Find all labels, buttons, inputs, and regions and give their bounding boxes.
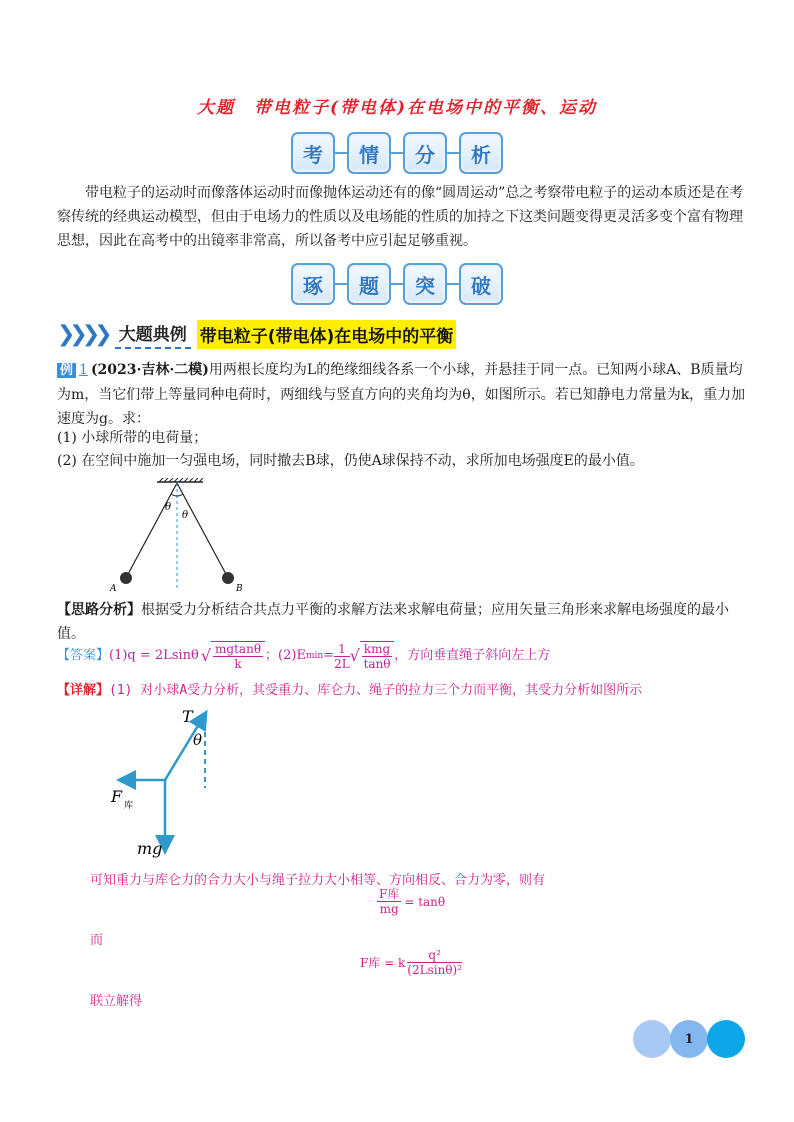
fraction-denominator: (2Lsinθ)²: [407, 963, 463, 977]
example-source: (2023·吉林·二模): [90, 362, 209, 378]
equation-1-fraction: [377, 887, 401, 916]
answer-fraction-1: [211, 641, 265, 671]
detail-tag: 【详解】: [57, 683, 110, 698]
section-badges-analysis: [0, 132, 794, 174]
equation-1: [377, 887, 445, 916]
fraction-numerator: mgtanθ: [215, 642, 262, 656]
badge-connector: [447, 152, 459, 154]
badge-char: 考: [291, 132, 335, 174]
angle-label-left: θ: [165, 502, 172, 513]
answer-subscript: min: [305, 651, 324, 661]
fraction-numerator: F库: [379, 887, 400, 901]
ball-b: [222, 572, 234, 584]
example-number: 1: [79, 362, 88, 378]
example-stem: 用两根长度均为L的绝缘细线各系一个小球，并悬挂于同一点。已知两小球A、B质量均为m，当它们带上等量同种电荷时，两细线与竖直方向的夹角均为θ，如图所示。若已知静电力常量为k，重力加速度为g。求：: [57, 362, 746, 427]
derivation-line-3: 联立解得: [90, 994, 143, 1009]
badge-char: 析: [459, 132, 503, 174]
badge-char: 情: [347, 132, 391, 174]
pendulum-figure: [105, 478, 255, 596]
answer-fraction-2: [334, 642, 350, 671]
fraction-denominator: k: [234, 657, 242, 671]
page-title: 大题 带电粒子(带电体)在电场中的平衡、运动: [196, 98, 598, 118]
ball-a-label: A: [110, 584, 117, 594]
badge-char: 突: [403, 263, 447, 305]
fraction-denominator: 2L: [334, 656, 350, 671]
coulomb-force-label: F: [111, 787, 123, 806]
ball-b-label: B: [236, 584, 243, 594]
analysis-tag: 【思路分析】: [57, 602, 141, 618]
badge-char: 琢: [291, 263, 335, 305]
equation-2: [360, 948, 462, 977]
gravity-label: mg: [137, 839, 163, 858]
string-a: [127, 483, 177, 576]
chevrons-icon: ❯❯❯❯: [57, 321, 107, 347]
pager-dot-right: [707, 1020, 745, 1058]
derivation-line-2: 而: [90, 933, 104, 948]
badge-connector: [391, 283, 403, 285]
ball-a: [120, 572, 132, 584]
section-badges-breakthrough: [0, 263, 794, 305]
angle-label: θ: [193, 731, 203, 749]
page-number-badge: [633, 1020, 745, 1058]
badge-connector: [447, 283, 459, 285]
badge-connector: [335, 152, 347, 154]
fraction-numerator: q²: [407, 948, 462, 963]
answer-line: [57, 641, 757, 671]
badge-connector: [391, 152, 403, 154]
example-tag: 例: [57, 363, 76, 378]
banner-label: 大题典例: [115, 320, 191, 349]
answer-equals: =: [323, 648, 335, 663]
string-b: [177, 483, 227, 576]
analysis-paragraph: [57, 598, 747, 646]
tension-label: T: [182, 707, 193, 726]
badge-char: 题: [347, 263, 391, 305]
answer-tag: 【答案】: [57, 648, 110, 663]
angle-label-right: θ: [182, 510, 189, 521]
badge-connector: [335, 283, 347, 285]
equation-2-fraction: [407, 948, 462, 977]
detail-line: [57, 680, 757, 702]
equation-2-lhs: F库 = k: [360, 956, 406, 970]
equation-1-rhs: = tanθ: [404, 894, 446, 909]
pager-dot-left: [633, 1020, 671, 1058]
coulomb-force-subscript: 库: [124, 801, 134, 811]
answer-part1: (1)q = 2Lsinθ: [109, 648, 199, 663]
force-diagram: [105, 702, 235, 862]
fraction-denominator: tanθ: [363, 657, 391, 671]
question-part-1: (1) 小球所带的电荷量；: [57, 430, 208, 446]
sqrt-symbol: √: [349, 646, 360, 665]
detail-text: (1) 对小球A受力分析，其受重力、库仑力、绳子的拉力三个力而平衡，其受力分析如图所示: [109, 683, 643, 698]
fraction-numerator: kmg: [363, 642, 391, 656]
section-banner: [57, 318, 456, 350]
answer-suffix: ，方向垂直绳子斜向左上方: [394, 648, 551, 663]
badge-char: 破: [459, 263, 503, 305]
answer-fraction-3: [360, 641, 394, 671]
answer-separator: ；(2)E: [265, 648, 306, 663]
fraction-denominator: mg: [379, 902, 399, 916]
example-question: [57, 358, 747, 431]
page-number: 1: [670, 1020, 708, 1058]
intro-paragraph: 带电粒子的运动时而像落体运动时而像抛体运动还有的像“圆周运动”总之考察带电粒子的运动本质还是在考察传统的经典运动模型，但由于电场力的性质以及电场能的性质的加持之下这类问题变得更灵活多变个富有物理思想，因此在高考中的出镜率非常高，所以备考中应引起足够重视。: [57, 185, 744, 249]
fraction-numerator: 1: [334, 642, 350, 657]
sqrt-symbol: √: [200, 646, 212, 665]
question-part-2: (2) 在空间中施加一匀强电场，同时撤去B球，仍使A球保持不动，求所加电场强度E的最小值。: [57, 453, 644, 469]
derivation-line-1: 可知重力与库仑力的合力大小与绳子拉力大小相等、方向相反、合力为零，则有: [90, 873, 546, 888]
badge-char: 分: [403, 132, 447, 174]
banner-topic: 带电粒子(带电体)在电场中的平衡: [197, 320, 457, 349]
analysis-text: 根据受力分析结合共点力平衡的求解方法来求解电荷量；应用矢量三角形来求解电场强度的最小值。: [57, 602, 729, 642]
